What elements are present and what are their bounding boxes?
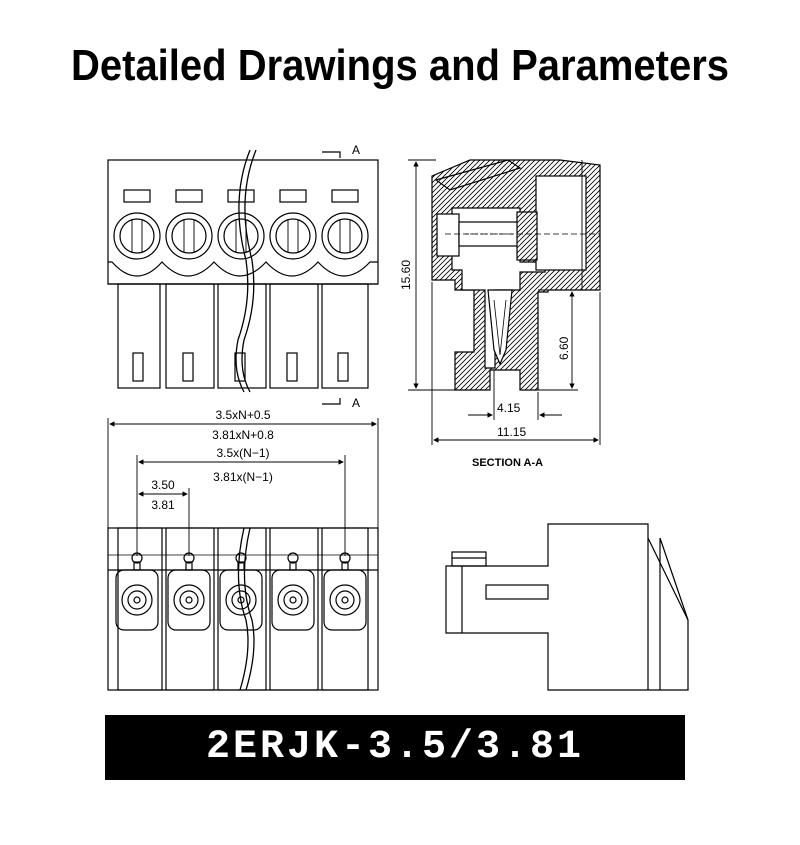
dim-pin-offset: 4.15 [497,401,521,415]
dim-overall-a: 3.5xN+0.5 [215,408,271,422]
dim-depth: 11.15 [497,425,527,439]
dim-pitch-a: 3.50 [151,478,175,492]
dim-span-a: 3.5x(N−1) [216,446,270,460]
bottom-view [108,528,378,690]
page-title: Detailed Drawings and Parameters [70,42,730,90]
dim-pitch-b: 3.81 [151,498,175,512]
model-banner: 2ERJK-3.5/3.81 DRAWING [105,715,685,780]
side-view [446,524,688,690]
section-marker-top: A [352,143,361,157]
section-label: SECTION A-A [472,457,544,469]
dim-overall-b: 3.81xN+0.8 [212,428,274,442]
section-view [432,160,600,390]
dim-pin-height: 6.60 [557,336,571,360]
section-marker-bottom: A [352,396,361,410]
dim-span-b: 3.81x(N−1) [213,470,273,484]
dim-height: 15.60 [399,259,413,290]
top-view [108,150,378,404]
